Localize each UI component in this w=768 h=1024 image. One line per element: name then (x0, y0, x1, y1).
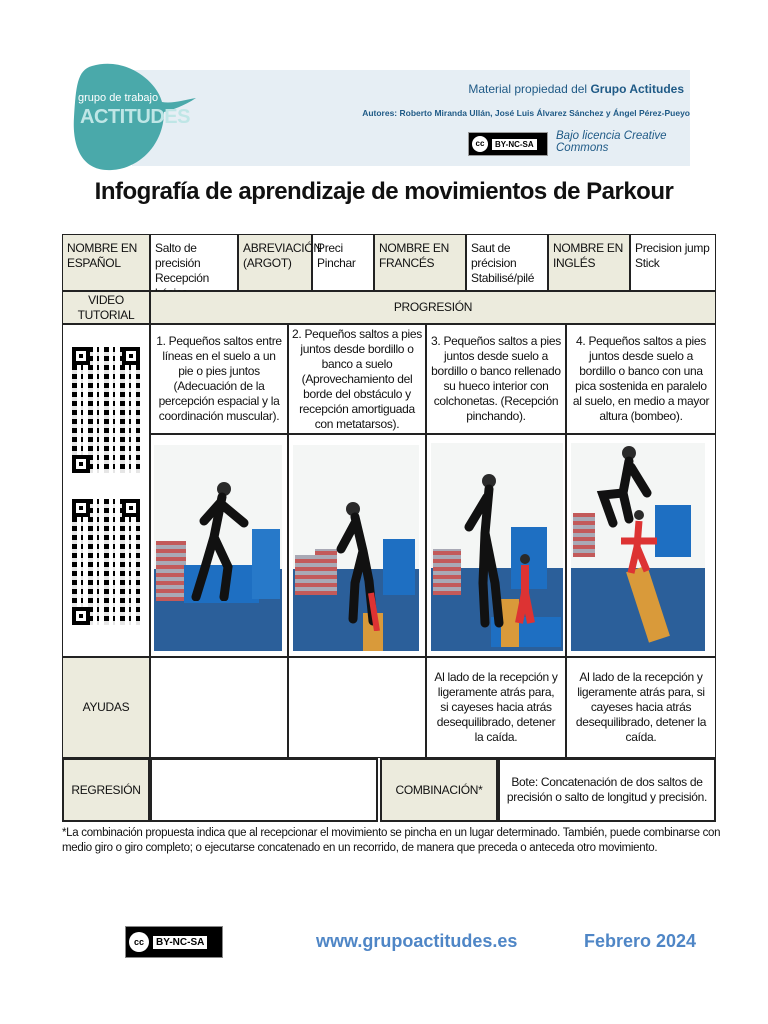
qr-corner-icon (72, 347, 90, 365)
qr-code-1[interactable] (72, 347, 140, 473)
name-fr-value: Saut de précision Stabilisé/pilé (466, 234, 548, 291)
cc-license-badge[interactable] (468, 132, 548, 156)
name-fr-label: NOMBRE EN FRANCÉS (374, 234, 466, 291)
website-link[interactable]: www.grupoactitudes.es (316, 931, 518, 951)
license-text: Bajo licencia Creative Commons (556, 130, 667, 154)
progression-step-2: 2. Pequeños saltos a pies juntos desde bordillo o banco a suelo (Aprovechamiento del borde del obstáculo y recepción amortiguada con metatarsos). (288, 324, 426, 434)
cc-icon: cc (129, 932, 149, 952)
footnote: *La combinación propuesta indica que al recepcionar el movimiento se pincha en un lugar determinado. También, puede combinarse con medio giro o giro completo; o ejecutarse concatenado en un recorrido, de manera que preceda o anteceda otro movimiento. (62, 827, 721, 854)
photo-cell-1 (150, 434, 288, 657)
photo-cell-4 (566, 434, 716, 657)
photo-cell-3 (426, 434, 566, 657)
progression-step-3: 3. Pequeños saltos a pies juntos desde suelo a bordillo o banco rellenado su hueco interior con colchonetas. (Recepción pinchando). (426, 324, 566, 434)
qr-corner-icon (122, 347, 140, 365)
cc-label: BY-NC-SA (492, 139, 537, 150)
progression-header: PROGRESIÓN (150, 291, 716, 324)
material-prefix: Material propiedad del (468, 82, 588, 96)
help-step-1 (150, 657, 288, 758)
regression-value (150, 758, 378, 822)
page-title: Infografía de aprendizaje de movimientos de Parkour (94, 178, 674, 205)
name-en-label: NOMBRE EN INGLÉS (548, 234, 630, 291)
cc-icon: cc (472, 136, 488, 152)
qr-code-2[interactable] (72, 499, 140, 625)
abbr-value: Preci Pinchar (312, 234, 374, 291)
progression-photo-3 (431, 443, 563, 651)
video-tutorial-header: VIDEO TUTORIAL (62, 291, 150, 324)
qr-corner-icon (122, 499, 140, 517)
progression-photo-2 (293, 445, 419, 651)
name-es-value: Salto de precisión Recepción (150, 234, 238, 291)
progression-photo-4 (571, 443, 705, 651)
photo-cell-2 (288, 434, 426, 657)
qr-cell (62, 324, 150, 657)
name-en-value: Precision jump Stick (630, 234, 716, 291)
help-step-2 (288, 657, 426, 758)
material-property (468, 82, 684, 96)
authors: Autores: Roberto Miranda Ullán, José Luis Álvarez Sánchez y Ángel Pérez-Pueyo (362, 108, 690, 118)
progression-photo-1 (154, 445, 282, 651)
abbr-label: ABREVIACIÓN (ARGOT) (238, 234, 312, 291)
qr-corner-icon (72, 607, 90, 625)
footer-cc-label: BY-NC-SA (153, 936, 207, 949)
header-banner (72, 62, 690, 166)
logo-title: ACTITUDES (80, 106, 190, 128)
publication-date: Febrero 2024 (584, 931, 697, 951)
help-step-4: Al lado de la recepción y ligeramente atrás para, si cayeses hacia atrás desequilibrado, detener la caída. (566, 657, 716, 758)
help-step-3: Al lado de la recepción y ligeramente atrás para, si cayeses hacia atrás desequilibrado, detener la caída. (426, 657, 566, 758)
name-es-label: NOMBRE EN ESPAÑOL (62, 234, 150, 291)
logo-line1: grupo de trabajo (78, 92, 159, 104)
qr-corner-icon (72, 455, 90, 473)
combination-label: COMBINACIÓN* (380, 758, 498, 822)
material-owner: Grupo Actitudes (590, 82, 684, 96)
footer-cc-badge[interactable] (125, 926, 223, 958)
qr-corner-icon (72, 499, 90, 517)
progression-step-4: 4. Pequeños saltos a pies juntos desde suelo a bordillo o banco con una pica sostenida en paralelo al suelo, en medio a mayor altura (bombeo). (566, 324, 716, 434)
combination-value: Bote: Concatenación de dos saltos de precisión o salto de longitud y precisión. (498, 758, 716, 822)
help-label: AYUDAS (62, 657, 150, 758)
progression-step-1: 1. Pequeños saltos entre líneas en el suelo a un pie o pies juntos (Adecuación de la percepción espacial y la coordinación muscular). (150, 324, 288, 434)
regression-label: REGRESIÓN (62, 758, 150, 822)
